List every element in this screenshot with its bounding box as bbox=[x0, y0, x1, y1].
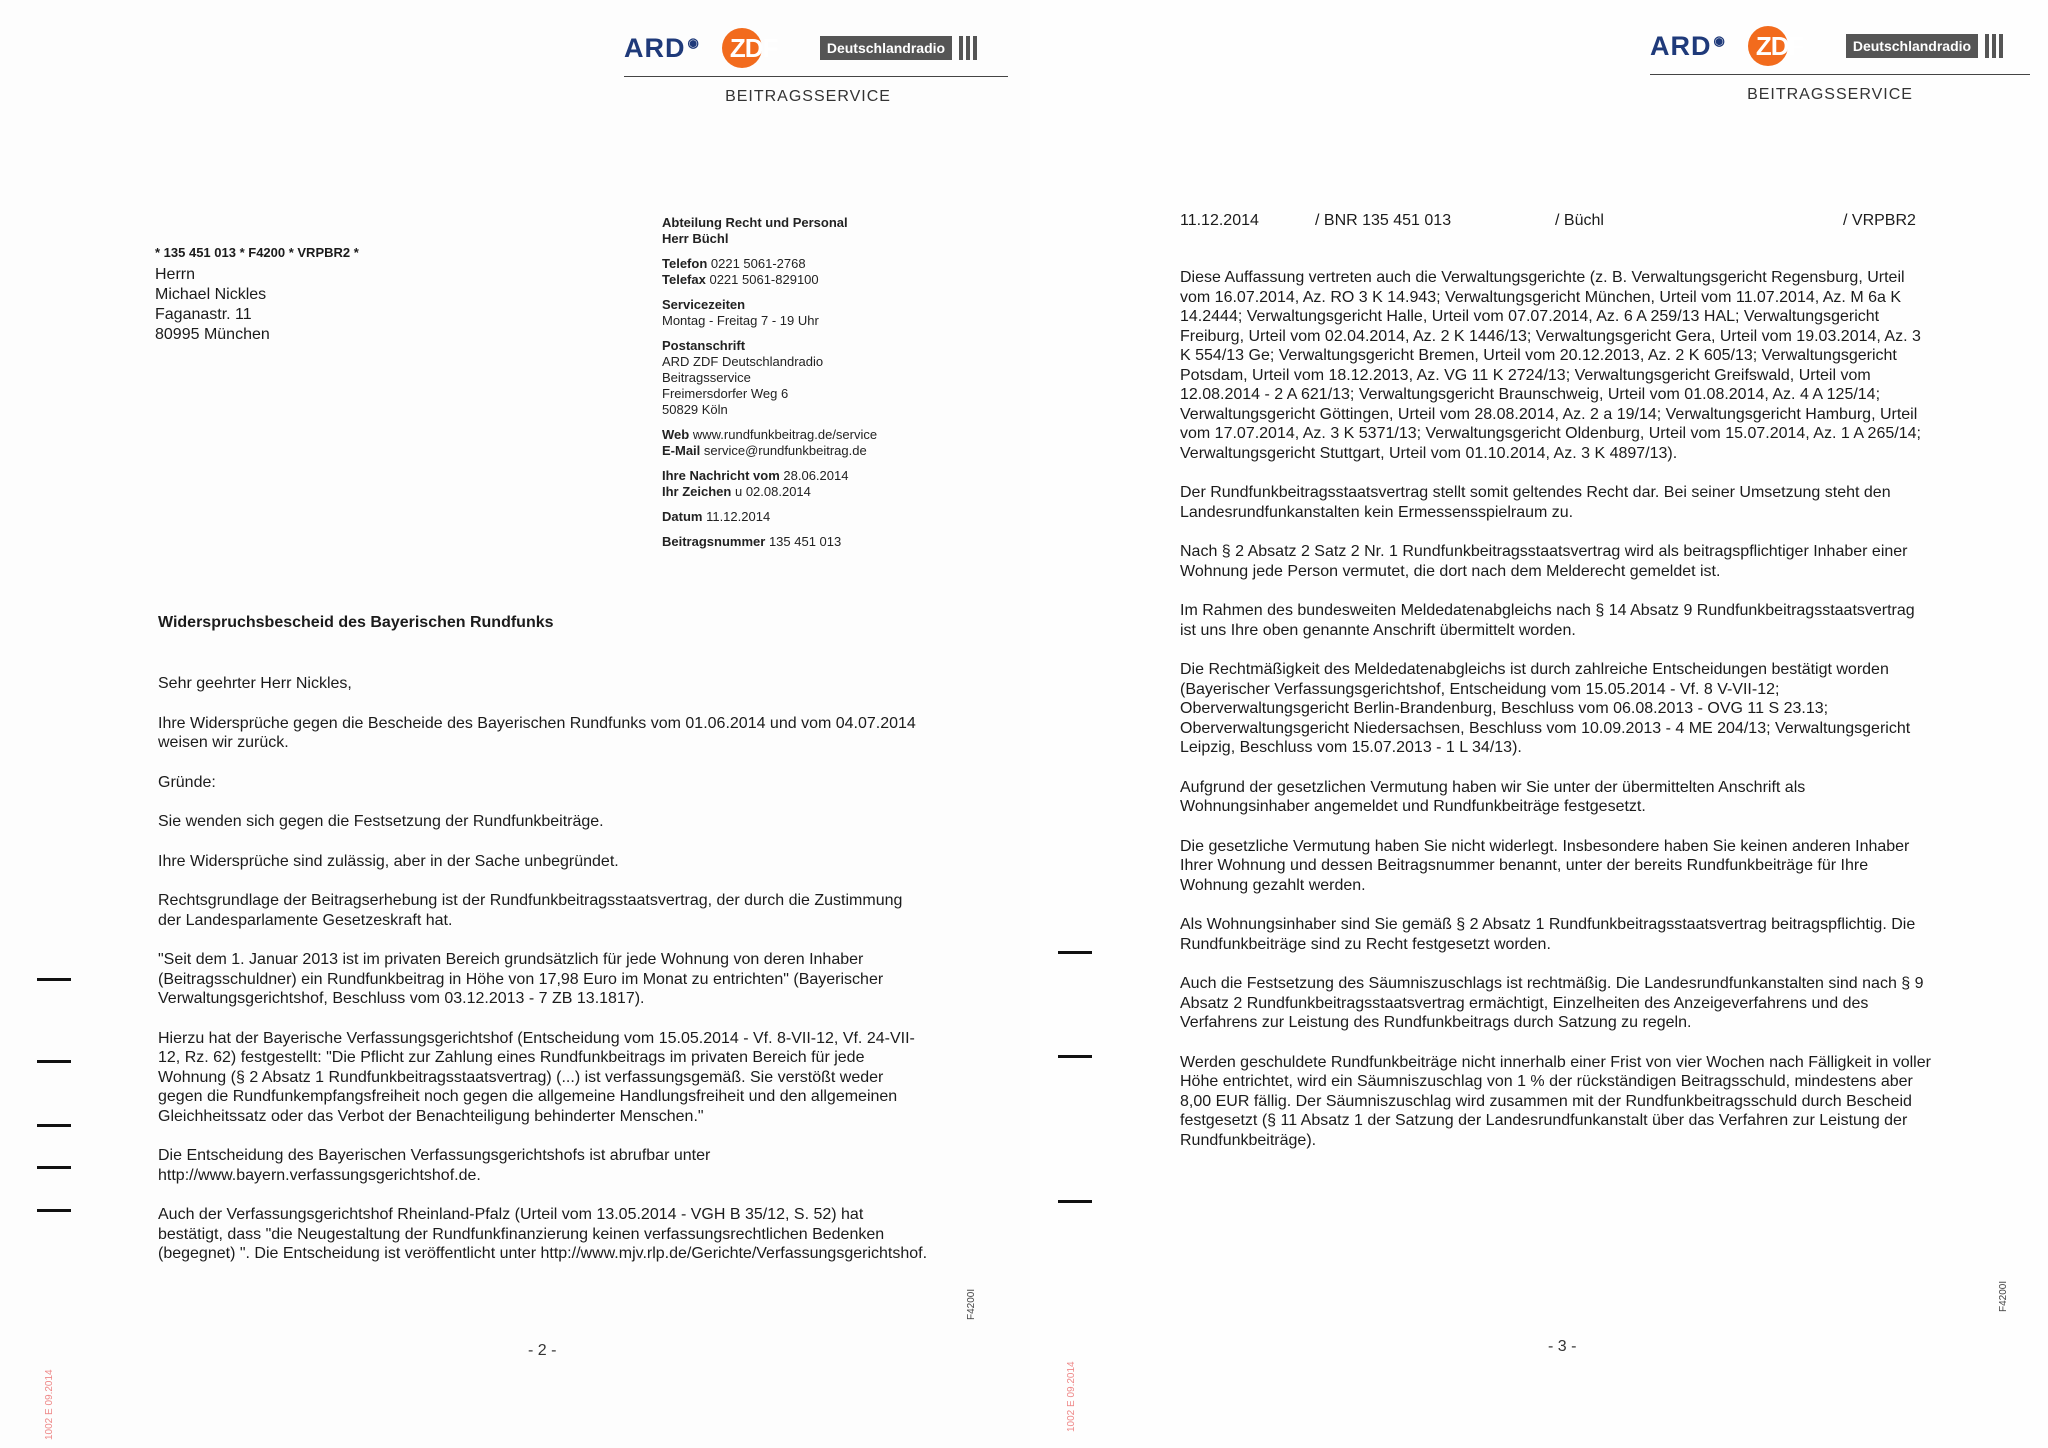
paragraph: "Seit dem 1. Januar 2013 ist im privaten Bereich grundsätzlich für jede Wohnung von deren Inhaber (Beitragsschuldner) ein Rundfunkbeitrag in Höhe von 17,98 Euro im Monat zu entrichten" (Bayerischer Verwaltungsgerichtshof, Beschluss vom 03.12.2013 - 7 ZB 13.1817). bbox=[158, 951, 884, 1007]
paragraph: Ihre Widersprüche gegen die Bescheide des Bayerischen Rundfunks vom 01.06.2014 und vom 04.07.2014 weisen wir zurück. bbox=[158, 714, 916, 751]
form-code: F4200I bbox=[1998, 1280, 2009, 1312]
paragraph: Die Entscheidung des Bayerischen Verfassungsgerichtshofs ist abrufbar unter http://www.bayern.verfassungsgerichtshof.de. bbox=[158, 1147, 711, 1184]
nachricht-value: 28.06.2014 bbox=[783, 468, 849, 483]
address-line: Herrn bbox=[155, 266, 196, 283]
paragraph: Aufgrund der gesetzlichen Vermutung haben wir Sie unter der übermittelten Anschrift als Wohnungsinhaber angemeldet und Rundfunkbeiträge festgesetzt. bbox=[1180, 778, 1806, 815]
paragraph: Gründe: bbox=[158, 773, 216, 791]
email-label: E-Mail bbox=[662, 443, 701, 458]
paragraph: Nach § 2 Absatz 2 Satz 2 Nr. 1 Rundfunkbeitragsstaatsvertrag wird als beitragspflichtiger Inhaber einer Wohnung jede Person vermutet, die dort nach dem Melderecht gemeldet ist. bbox=[1180, 543, 1908, 580]
paragraph: Die Rechtmäßigkeit des Meldedatenabgleichs ist durch zahlreiche Entscheidungen bestätigt worden (Bayerischer Verfassungsgerichtshof, Entscheidung vom 15.05.2014 - Vf. 8 V-VII-12; Oberverwaltungsgericht Berlin-Brandenburg, Beschluss vom 06.08.2013 - OVG 11 S 23.13; Oberverwaltungsgericht Niedersachsen, Beschluss vom 10.09.2013 - 4 ME 204/13; Verwaltungsgericht Leipzig, Beschluss vom 15.07.2013 - 1 L 34/13). bbox=[1180, 661, 1911, 756]
email-link[interactable]: service@rundfunkbeitrag.de bbox=[703, 443, 867, 458]
paragraph: Im Rahmen des bundesweiten Meldedatenabgleichs nach § 14 Absatz 9 Rundfunkbeitragsstaatsvertrag ist uns Ihre oben genannte Anschrift übermittelt worden. bbox=[1180, 602, 1915, 639]
paragraph: Werden geschuldete Rundfunkbeiträge nicht innerhalb einer Frist von vier Wochen nach Fälligkeit in voller Höhe entrichtet, wird ein Säumniszuschlag von 1 % der rückständigen Beitragsschuld, mindestens aber 8,00 EUR fällig. Der Säumniszuschlag wird zusammen mit der Rundfunkbeitragsschuld durch Bescheid festgesetzt (§ 11 Absatz 1 der Satzung der Landesrundfunkanstalt über das Verfahren zur Leistung der Rundfunkbeiträge). bbox=[1180, 1053, 1931, 1149]
letter-subject: Widerspruchsbescheid des Bayerischen Rundfunks bbox=[158, 614, 554, 631]
zeichen-value: u 02.08.2014 bbox=[734, 484, 811, 499]
header-date: 11.12.2014 bbox=[1180, 212, 1259, 229]
telefon-label: Telefon bbox=[662, 256, 708, 271]
paragraph: Diese Auffassung vertreten auch die Verwaltungsgerichte (z. B. Verwaltungsgericht Regensburg, Urteil vom 16.07.2014, Az. RO 3 K 14.943; Verwaltungsgericht München, Urteil vom 11.07.2014, Az. M 6a K 14.2444; Verwaltungsgericht Halle, Urteil vom 07.07.2014, Az. 6 A 259/13 HAL; Verwaltungsgericht Freiburg, Urteil vom 02.04.2014, Az. 2 K 1446/13; Verwaltungsgericht Gera, Urteil vom 19.03.2014, Az. 3 K 554/13 Ge; Verwaltungsgericht Bremen, Urteil vom 20.12.2013, Az. 2 K 605/13; Verwaltungsgericht Potsdam, Urteil vom 18.12.2013, Az. VG 11 K 2724/13; Verwaltungsgericht Greifswald, Urteil vom 12.08.2014 - 2 A 621/13; Verwaltungsgericht Braunschweig, Urteil vom 01.08.2014, Az. 4 A 125/14; Verwaltungsgericht Göttingen, Urteil vom 28.08.2014, Az. 2 a 19/14; Verwaltungsgericht Hamburg, Urteil vom 17.07.2014, Az. 3 K 5371/13; Verwaltungsgericht Oldenburg, Urteil vom 15.07.2014, Az. 1 A 265/14; Verwaltungsgericht Stuttgart, Urteil vom 01.10.2014, Az. 3 K 4897/13). bbox=[1180, 269, 1921, 462]
telefax-value: 0221 5061-829100 bbox=[709, 272, 819, 287]
address-line: Faganastr. 11 bbox=[155, 306, 252, 323]
postanschrift-label: Postanschrift bbox=[662, 338, 746, 353]
fold-mark bbox=[37, 1166, 71, 1169]
fold-mark bbox=[1058, 1200, 1092, 1203]
header-name: / Büchl bbox=[1555, 212, 1604, 229]
zeichen-label: Ihr Zeichen bbox=[662, 484, 732, 499]
deutschlandradio-logo: Deutschlandradio bbox=[1846, 34, 2003, 58]
nachricht-label: Ihre Nachricht vom bbox=[662, 468, 780, 483]
paragraph: Auch die Festsetzung des Säumniszuschlags ist rechtmäßig. Die Landesrundfunkanstalten sind nach § 9 Absatz 2 Rundfunkbeitragsstaatsvertrag ermächtigt, Einzelheiten des Anzeigeverfahrens und des Verfahrens zur Leistung des Rundfunkbeitrags durch Satzung zu regeln. bbox=[1180, 975, 1924, 1031]
paragraph: Der Rundfunkbeitragsstaatsvertrag stellt somit geltendes Recht dar. Bei seiner Umsetzung steht den Landesrundfunkanstalten kein Ermessensspielraum zu. bbox=[1180, 484, 1891, 521]
telefax-label: Telefax bbox=[662, 272, 706, 287]
form-code: F4200I bbox=[966, 1288, 977, 1320]
paragraph: Sie wenden sich gegen die Festsetzung der Rundfunkbeiträge. bbox=[158, 813, 604, 830]
contact-person: Herr Büchl bbox=[662, 231, 729, 246]
paragraph: Sehr geehrter Herr Nickles, bbox=[158, 675, 352, 692]
recipient-address bbox=[155, 243, 359, 345]
servicezeiten-value: Montag - Freitag 7 - 19 Uhr bbox=[662, 313, 819, 328]
broadcaster-logos bbox=[624, 28, 977, 68]
postanschrift-line: Freimersdorfer Weg 6 bbox=[662, 386, 789, 401]
version-code: 1002 E 09.2014 bbox=[44, 1369, 55, 1440]
header-code: / VRPBR2 bbox=[1843, 212, 1916, 229]
datum-value: 11.12.2014 bbox=[706, 509, 771, 524]
beitragsnummer-value: 135 451 013 bbox=[768, 534, 842, 549]
department: Abteilung Recht und Personal bbox=[662, 215, 848, 230]
header-bnr: / BNR 135 451 013 bbox=[1315, 212, 1452, 229]
fold-mark bbox=[1058, 1055, 1092, 1058]
ard-logo: ARD ◉ bbox=[624, 32, 700, 63]
logo-divider bbox=[624, 76, 1008, 77]
servicezeiten-label: Servicezeiten bbox=[662, 297, 746, 312]
fold-mark bbox=[37, 1060, 71, 1063]
paragraph: Rechtsgrundlage der Beitragserhebung ist der Rundfunkbeitragsstaatsvertrag, der durch die Zustimmung der Landesparlamente Gesetzeskraft hat. bbox=[158, 892, 903, 929]
address-line: 80995 München bbox=[155, 326, 270, 343]
page-number: - 2 - bbox=[528, 1342, 557, 1359]
recipient-code: * 135 451 013 * F4200 * VRPBR2 * bbox=[155, 245, 359, 260]
zdf-logo: ZDF bbox=[722, 28, 796, 68]
paragraph: Als Wohnungsinhaber sind Sie gemäß § 2 Absatz 1 Rundfunkbeitragsstaatsvertrag beitragspflichtig. Die Rundfunkbeiträge sind zu Recht festgesetzt worden. bbox=[1180, 916, 1916, 953]
web-label: Web bbox=[662, 427, 690, 442]
version-code: 1002 E 09.2014 bbox=[1066, 1361, 1077, 1432]
postanschrift-line: 50829 Köln bbox=[662, 402, 728, 417]
address-line: Michael Nickles bbox=[155, 286, 267, 303]
fold-mark bbox=[37, 1124, 71, 1127]
paragraph: Hierzu hat der Bayerische Verfassungsgerichtshof (Entscheidung vom 15.05.2014 - Vf. 8-VII-12, Vf. 24-VII-12, Rz. 62) festgestellt: "Die Pflicht zur Zahlung eines Rundfunkbeitrags im privaten Bereich für jede Wohnung (§ 2 Absatz 1 Rundfunkbeitragsstaatsvertrag) (...) ist verfassungsgemäß. Sie verstößt weder gegen die Rundfunkempfangsfreiheit noch gegen die allgemeine Handlungsfreiheit und den allgemeinen Gleichheitssatz oder das Verbot der Benachteiligung behinderter Menschen." bbox=[158, 1029, 915, 1125]
postanschrift-line: ARD ZDF Deutschlandradio bbox=[662, 354, 824, 369]
beitragsnummer-label: Beitragsnummer bbox=[662, 534, 766, 549]
web-link[interactable]: www.rundfunkbeitrag.de/service bbox=[692, 427, 878, 442]
beitragsservice-label: BEITRAGSSERVICE bbox=[725, 88, 891, 105]
fold-mark bbox=[37, 978, 71, 981]
logo-divider bbox=[1650, 74, 2030, 75]
fold-mark bbox=[37, 1209, 71, 1212]
broadcaster-logos bbox=[1650, 26, 2003, 66]
fold-mark bbox=[1058, 951, 1092, 954]
beitragsservice-label: BEITRAGSSERVICE bbox=[1747, 86, 1913, 103]
page-number: - 3 - bbox=[1548, 1338, 1577, 1355]
letter-body-continued bbox=[1180, 268, 1932, 1170]
deutschlandradio-logo: Deutschlandradio bbox=[820, 36, 977, 60]
letter-body bbox=[158, 674, 928, 1284]
datum-label: Datum bbox=[662, 509, 703, 524]
zdf-logo: ZDF bbox=[1748, 26, 1822, 66]
ard-logo: ARD ◉ bbox=[1650, 30, 1726, 61]
contact-sidebar bbox=[662, 215, 902, 559]
postanschrift-line: Beitragsservice bbox=[662, 370, 751, 385]
paragraph: Die gesetzliche Vermutung haben Sie nicht widerlegt. Insbesondere haben Sie keinen anderen Inhaber Ihrer Wohnung und dessen Beitragsnummer benannt, unter der bereits Rundfunkbeiträge für Ihre Wohnung gezahlt werden. bbox=[1180, 837, 1910, 894]
telefon-value: 0221 5061-2768 bbox=[710, 256, 806, 271]
paragraph: Ihre Widersprüche sind zulässig, aber in der Sache unbegründet. bbox=[158, 852, 619, 870]
paragraph: Auch der Verfassungsgerichtshof Rheinland-Pfalz (Urteil vom 13.05.2014 - VGH B 35/12, S. 52) hat bestätigt, dass "die Neugestaltung der Rundfunkfinanzierung keinen verfassungsrechtlichen Bedenken (begegnet) ". Die Entscheidung ist veröffentlicht unter http://www.mjv.rlp.de/Gerichte/Verfassungsgerichtshof. bbox=[158, 1206, 928, 1262]
